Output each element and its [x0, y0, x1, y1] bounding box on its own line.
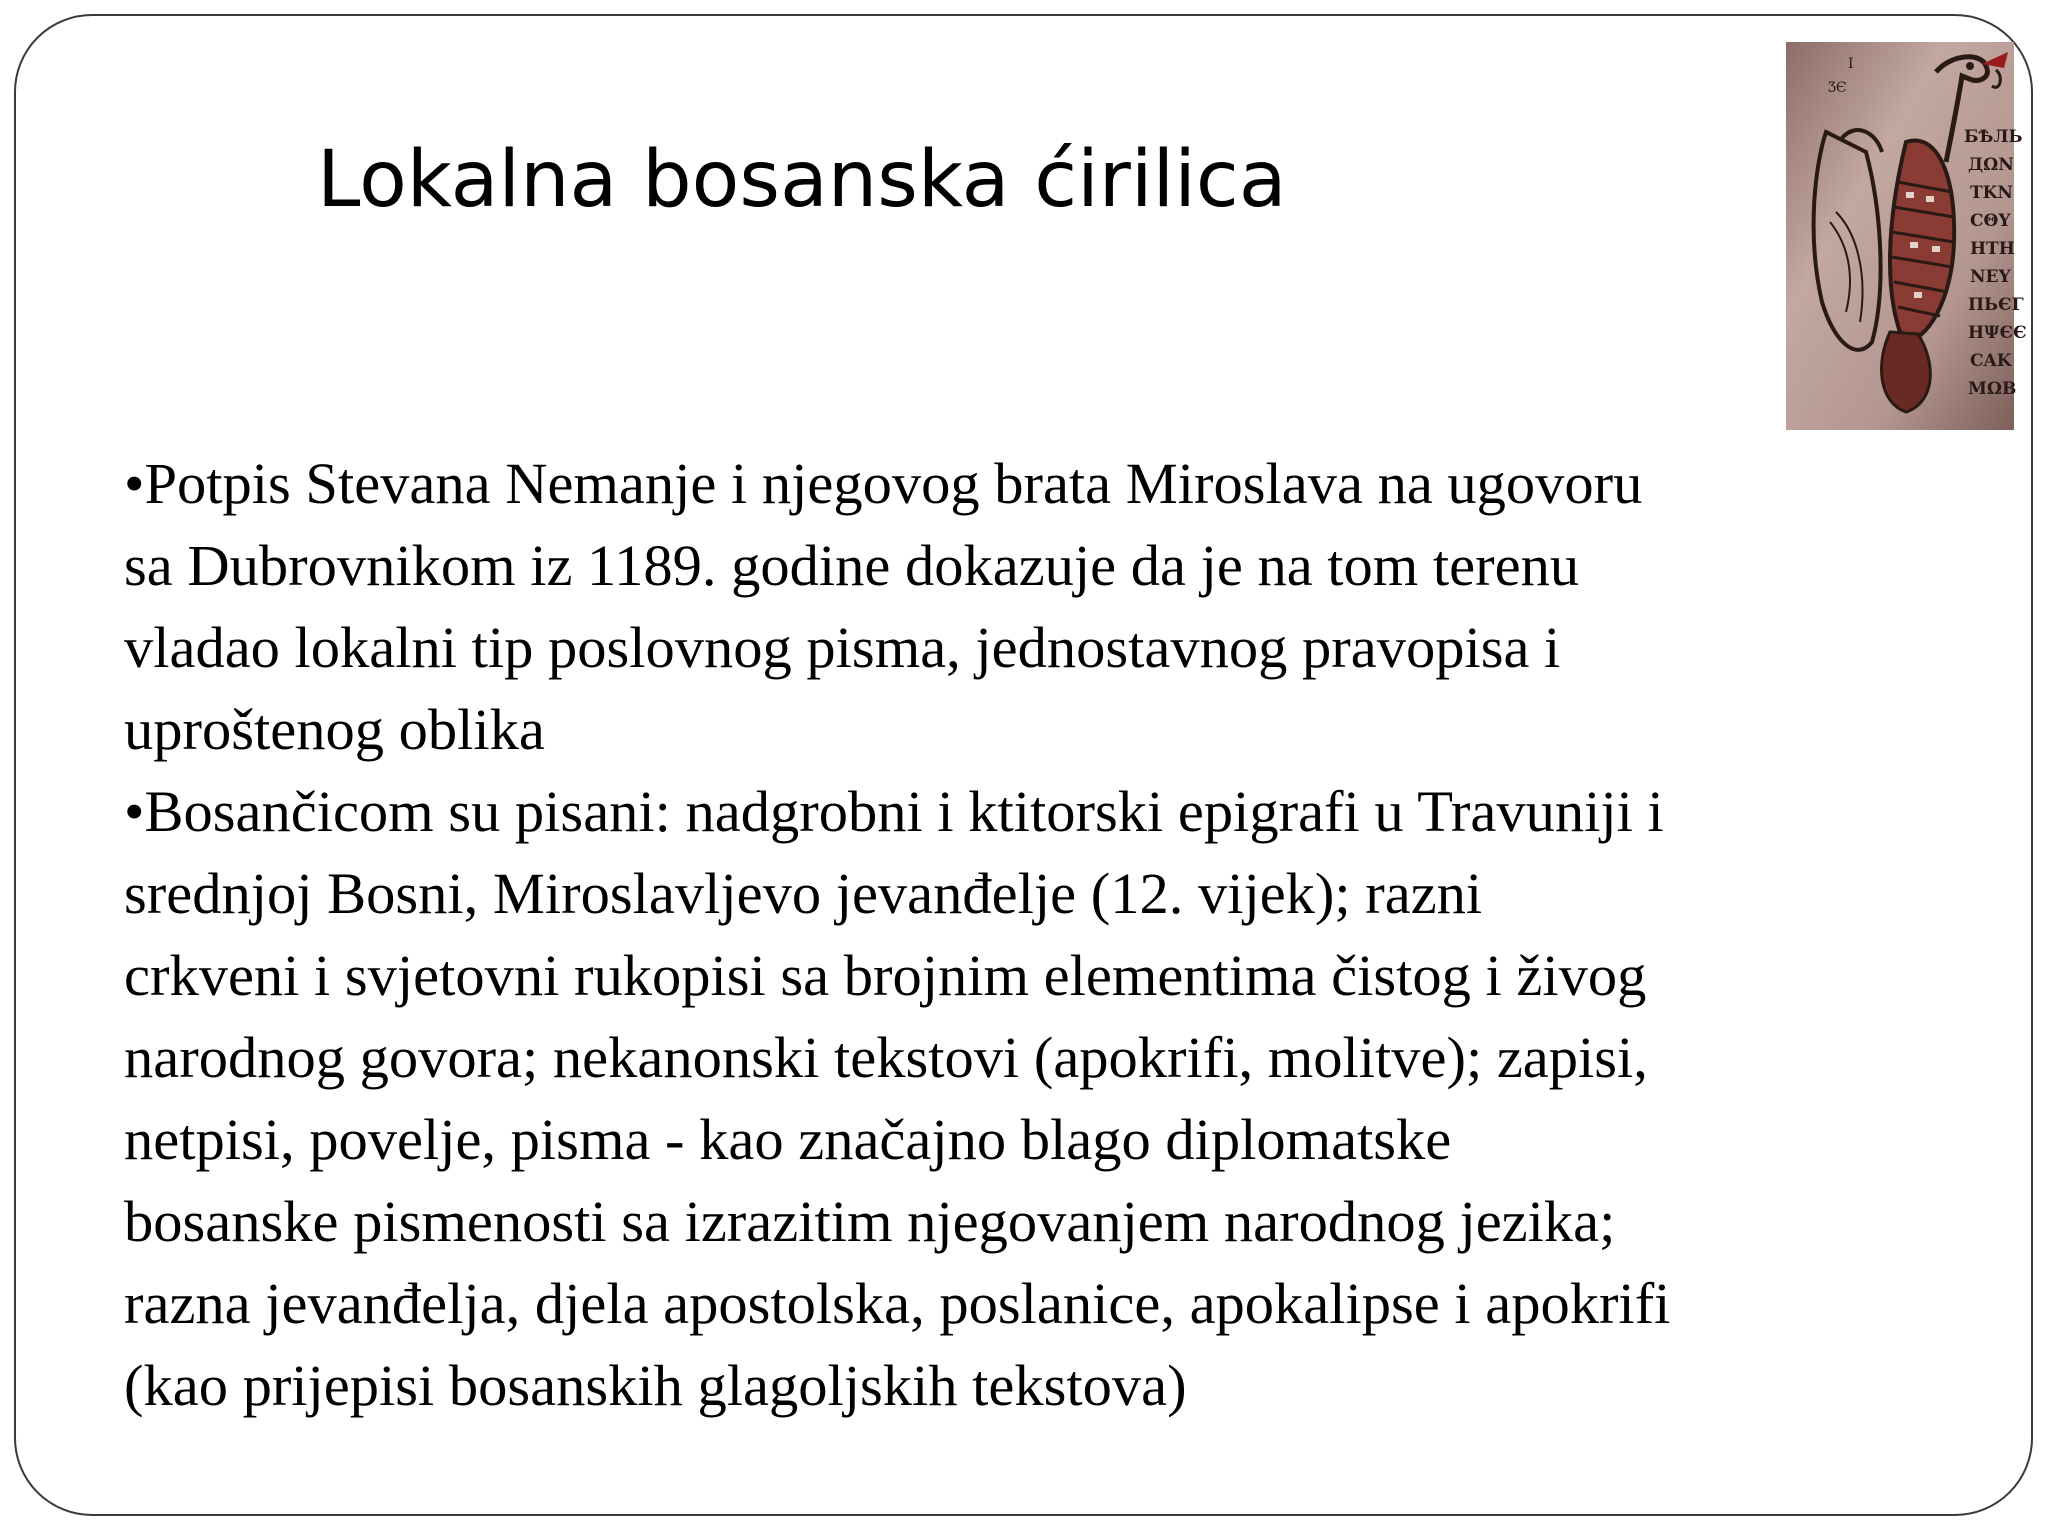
bullet-item: •Bosančicom su pisani: nadgrobni i ktitorski epigrafi u Travuniji i srednjoj Bosni, Miroslavljevo jevanđelje (12. vijek); razni crkveni i svjetovni rukopisi sa brojnim elementima čistog i živog narodnog govora; nekanonski tekstovi (apokrifi, molitve); zapisi, netpisi, povelje, pisma - kao značajno blago diplomatske bosanske pismenosti sa izrazitim njegovanjem narodnog jezika; razna jevanđelja, djela apostolska, poslanice, apokalipse i apokrifi (kao prijepisi bosanskih glagoljskih tekstova) — [124, 779, 1671, 1418]
slide-title: Lokalna bosanska ćirilica — [317, 135, 1287, 225]
svg-text:ΗΨЄЄ: ΗΨЄЄ — [1968, 323, 2027, 343]
svg-text:СΘΥ: СΘΥ — [1970, 211, 2011, 231]
svg-text:I: I — [1848, 56, 1854, 72]
svg-text:ƷЄ: ƷЄ — [1828, 80, 1847, 96]
svg-text:ΜΩΒ: ΜΩΒ — [1968, 379, 2017, 399]
svg-text:ДΩN: ДΩN — [1968, 155, 2014, 175]
svg-text:ΤΚΝ: ΤΚΝ — [1970, 183, 2013, 203]
illuminated-manuscript-icon — [1786, 42, 2027, 430]
svg-text:ΝΕΥ: ΝΕΥ — [1970, 267, 2011, 287]
manuscript-image — [1786, 42, 2027, 430]
svg-text:БѢЛЬ: БѢЛЬ — [1964, 127, 2023, 147]
svg-text:ΠЬЄΓ: ΠЬЄΓ — [1968, 295, 2024, 315]
svg-text:ΗΤΗ: ΗΤΗ — [1970, 239, 2015, 259]
bullet-item: •Potpis Stevana Nemanje i njegovog brata Miroslava na ugovoru sa Dubrovnikom iz 1189. godine dokazuje da je na tom terenu vladao lokalni tip poslovnog pisma, jednostavnog pravopisa i uproštenog oblika — [124, 451, 1643, 762]
svg-text:СΑΚ: СΑΚ — [1970, 351, 2012, 371]
bullet-list — [124, 443, 1984, 1427]
